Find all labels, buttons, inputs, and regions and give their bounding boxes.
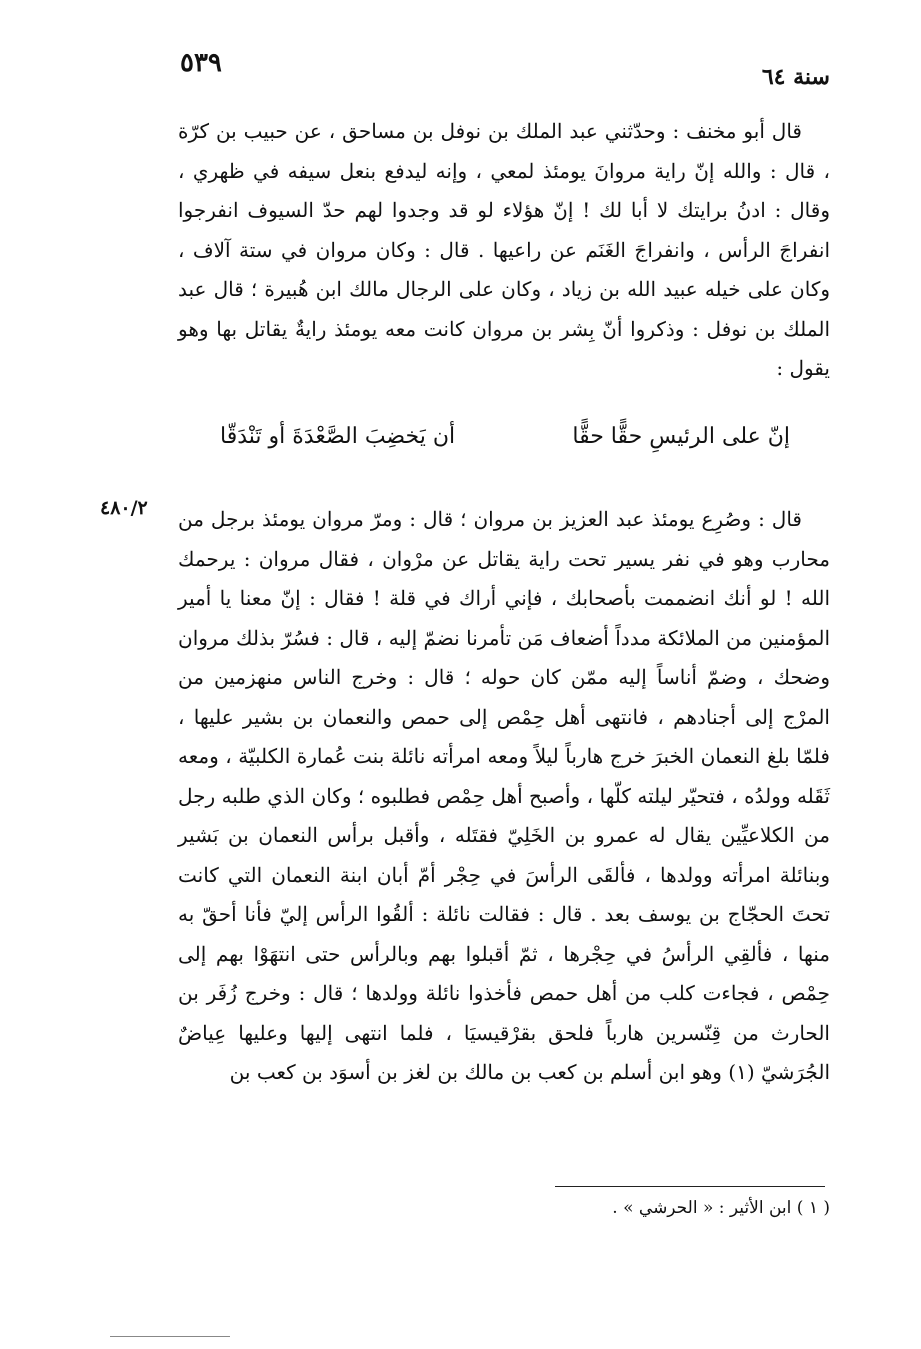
running-head: سنة ٦٤ bbox=[761, 64, 830, 90]
body-text bbox=[178, 112, 830, 389]
page-number: ٥٣٩ bbox=[180, 48, 222, 78]
verse-line bbox=[220, 424, 790, 466]
paragraph: قال أبو مخنف : وحدّثني عبد الملك بن نوفل بن مساحق ، عن حبيب بن كرّة ، قال : والله إنّ راية مروانَ يومئذ لمعي ، وإنه ليدفع بنعل سيفه في ظهري ، وقال : ادنُ برايتك لا أبا لك ! إنّ هؤلاء لو قد وجدوا لهم حدّ السيوف انفرجوا انفراجَ الرأس ، وانفراجَ الغَنَم عن راعيها . قال : وكان مروان في ستة آلاف ، وكان على خيله عبيد الله بن زياد ، وكان على الرجال مالك ابن هُبيرة ؛ قال عبد الملك بن نوفل : وذكروا أنّ بِشر بن مروان كانت معه يومئذ رايةٌ يقاتل بها وهو يقول : bbox=[178, 119, 831, 380]
margin-reference: ٤٨٠/٢ bbox=[100, 497, 148, 519]
footnote-divider bbox=[555, 1186, 825, 1187]
bottom-divider bbox=[110, 1336, 230, 1337]
verse-second-hemistich: أن يَخضِبَ الصَّعْدَةَ أو تَنْدَقّا bbox=[220, 424, 456, 449]
footnote: ( ١ ) ابن الأثير : « الحرشي » . bbox=[612, 1198, 830, 1218]
page-header bbox=[150, 44, 830, 94]
paragraph: قال : وصُرِع يومئذ عبد العزيز بن مروان ؛ قال : ومرّ مروان يومئذ برجل من محارب وهو في نفر يسير تحت راية يقاتل عن مرْوان ، فقال مروان : يرحمك الله ! لو أنك انضممت بأصحابك ، فإني أراك في قلة ! فقال : إنّ معنا يا أمير المؤمنين من الملائكة مدداً أضعاف مَن تأمرنا نضمّ إليه ، قال : فسُرّ بذلك مروان وضحك ، وضمّ أناساً إليه ممّن كان حوله ؛ قال : وخرج الناس منهزمين من المرْج إلى أجنادهم ، فانتهى أهل حِمْص إلى حمص والنعمان بن بشير عليها ، فلمّا بلغ النعمان الخبرَ خرج هارباً ليلاً ومعه امرأته نائلة بنت عُمارة الكلبيّة ، ومعه ثَقَله وولدُه ، فتحيّر ليلته كلّها ، وأصبح أهل حِمْص فطلبوه ؛ وكان الذي طلبه رجل من الكلاعيِّين يقال له عمرو بن الخَلِيّ فقتَله ، وأقبل برأس النعمان بن بَشير وبنائلة امرأته وولدها ، فألقَى الرأسَ في حِجْر أمّ أبان ابنة النعمان التي كانت تحتَ الحجّاج بن يوسف بعد . قال : فقالت نائلة : ألقُوا الرأس إليّ فأنا أحقّ به منها ، فألقِي الرأسُ في حِجْرها ، ثمّ أقبلوا بهم وبالرأس حتى انتهَوْا بهم إلى حِمْص ، فجاءت كلب من أهل حمص فأخذوا نائلة وولدها ؛ قال : وخرج زُفَر بن الحارث من قِنّسرين هارباً فلحق بقرْقيسيَا ، فلما انتهى إليها وعليها عِياضٌ الجُرَشيّ (١) وهو ابن أسلم بن كعب بن مالك بن لغز بن أسوَد بن كعب بن bbox=[178, 507, 831, 1084]
verse-first-hemistich: إنّ على الرئيسِ حقًّا حقًّا bbox=[572, 424, 790, 449]
body-text-continued bbox=[178, 500, 830, 1093]
